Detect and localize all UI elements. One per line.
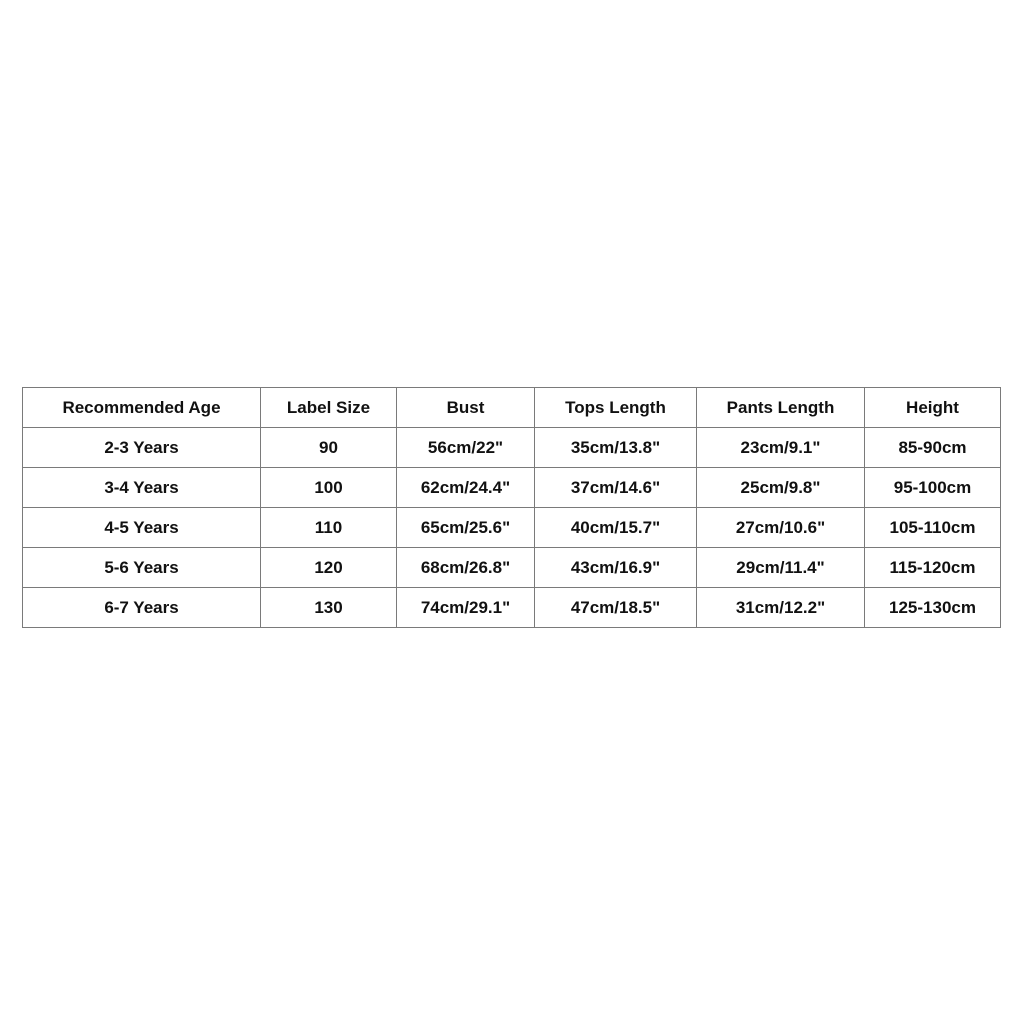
table-row [23, 428, 1001, 468]
cell-height: 125-130cm [865, 588, 1001, 628]
cell-tops-length: 43cm/16.9" [535, 548, 697, 588]
table-header-row [23, 388, 1001, 428]
cell-pants-length: 23cm/9.1" [697, 428, 865, 468]
cell-age: 6-7 Years [23, 588, 261, 628]
cell-label-size: 100 [261, 468, 397, 508]
cell-height: 95-100cm [865, 468, 1001, 508]
cell-tops-length: 35cm/13.8" [535, 428, 697, 468]
header-recommended-age: Recommended Age [23, 388, 261, 428]
cell-label-size: 90 [261, 428, 397, 468]
header-bust: Bust [397, 388, 535, 428]
cell-age: 5-6 Years [23, 548, 261, 588]
table-row [23, 588, 1001, 628]
cell-age: 4-5 Years [23, 508, 261, 548]
cell-bust: 65cm/25.6" [397, 508, 535, 548]
header-pants-length: Pants Length [697, 388, 865, 428]
cell-bust: 56cm/22" [397, 428, 535, 468]
cell-pants-length: 31cm/12.2" [697, 588, 865, 628]
cell-label-size: 120 [261, 548, 397, 588]
cell-pants-length: 25cm/9.8" [697, 468, 865, 508]
cell-tops-length: 47cm/18.5" [535, 588, 697, 628]
cell-tops-length: 40cm/15.7" [535, 508, 697, 548]
table-row [23, 548, 1001, 588]
size-chart-table [22, 387, 1001, 628]
table-row [23, 468, 1001, 508]
cell-label-size: 110 [261, 508, 397, 548]
cell-age: 3-4 Years [23, 468, 261, 508]
header-height: Height [865, 388, 1001, 428]
cell-pants-length: 27cm/10.6" [697, 508, 865, 548]
cell-bust: 74cm/29.1" [397, 588, 535, 628]
cell-tops-length: 37cm/14.6" [535, 468, 697, 508]
header-label-size: Label Size [261, 388, 397, 428]
cell-label-size: 130 [261, 588, 397, 628]
cell-pants-length: 29cm/11.4" [697, 548, 865, 588]
cell-height: 85-90cm [865, 428, 1001, 468]
table-row [23, 508, 1001, 548]
cell-height: 105-110cm [865, 508, 1001, 548]
header-tops-length: Tops Length [535, 388, 697, 428]
cell-height: 115-120cm [865, 548, 1001, 588]
cell-bust: 68cm/26.8" [397, 548, 535, 588]
cell-bust: 62cm/24.4" [397, 468, 535, 508]
cell-age: 2-3 Years [23, 428, 261, 468]
